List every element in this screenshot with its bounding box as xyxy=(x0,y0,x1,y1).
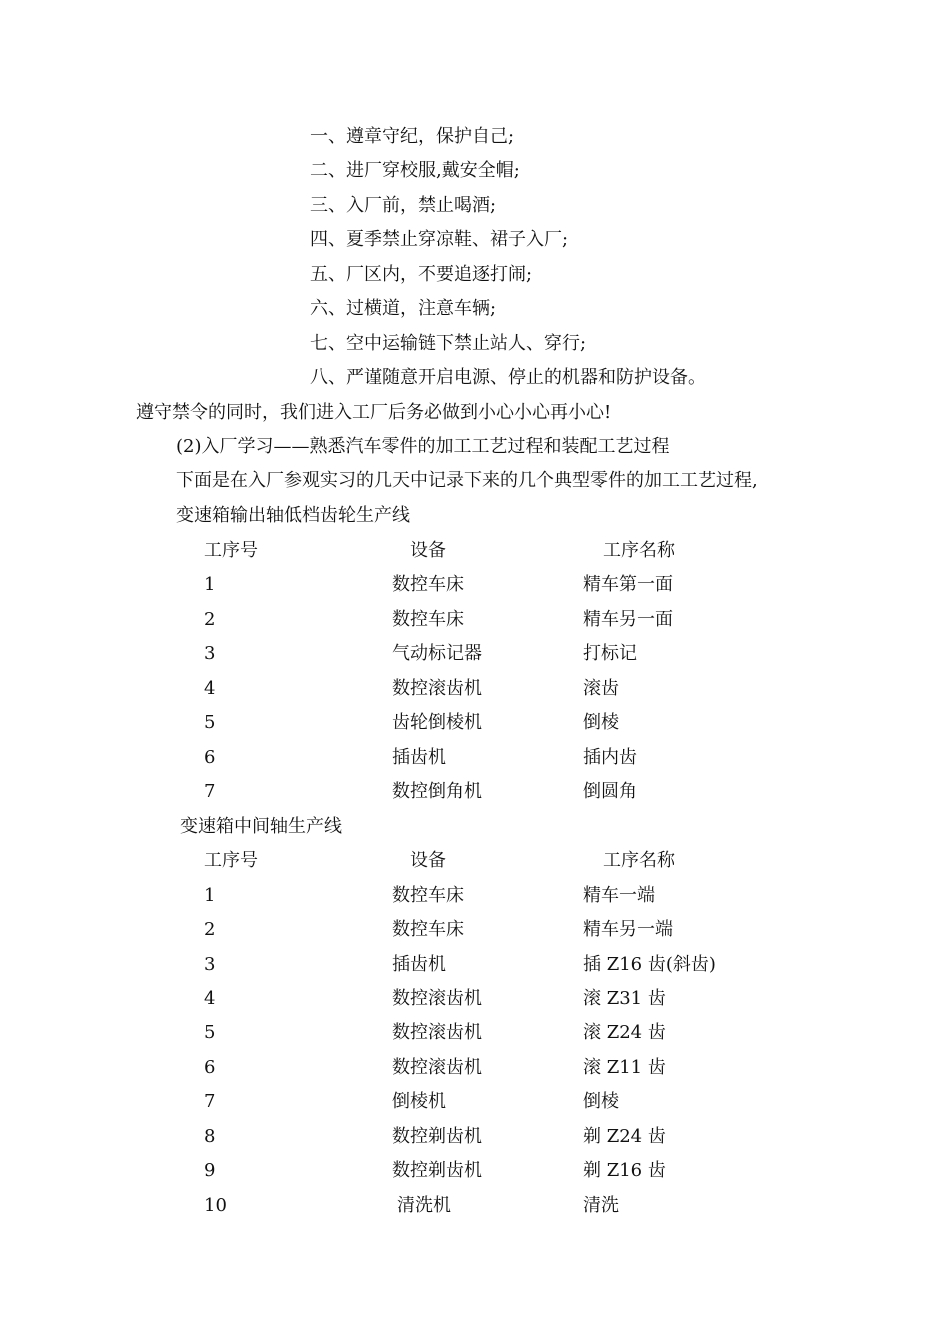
header-equipment: 设备 xyxy=(410,540,446,561)
equipment: 数控滚齿机 xyxy=(392,988,482,1009)
step-number: 7 xyxy=(204,781,216,802)
equipment: 数控车床 xyxy=(392,574,464,595)
header-step-number: 工序号 xyxy=(204,540,258,561)
equipment: 数控滚齿机 xyxy=(392,1057,482,1078)
step-number: 5 xyxy=(204,1022,216,1043)
table-title: 变速箱中间轴生产线 xyxy=(180,816,342,837)
step-number: 6 xyxy=(204,747,216,768)
equipment: 数控滚齿机 xyxy=(392,678,482,699)
step-name: 精车一端 xyxy=(583,885,655,906)
step-name: 滚 Z24 齿 xyxy=(583,1022,666,1043)
equipment: 气动标记器 xyxy=(392,643,482,664)
step-number: 4 xyxy=(204,678,216,699)
header-step-name: 工序名称 xyxy=(603,540,675,561)
rule-item: 八、严谨随意开启电源、停止的机器和防护设备。 xyxy=(310,367,706,388)
equipment: 数控倒角机 xyxy=(392,781,482,802)
step-number: 7 xyxy=(204,1091,216,1112)
header-step-number: 工序号 xyxy=(204,850,258,871)
equipment: 数控剃齿机 xyxy=(392,1126,482,1147)
rule-item: 一、遵章守纪，保护自己; xyxy=(310,126,515,147)
equipment: 数控剃齿机 xyxy=(392,1160,482,1181)
step-number: 10 xyxy=(204,1195,227,1216)
step-name: 倒圆角 xyxy=(583,781,637,802)
step-name: 精车另一端 xyxy=(583,919,673,940)
step-number: 1 xyxy=(204,574,216,595)
rule-item: 二、进厂穿校服,戴安全帽; xyxy=(310,160,520,181)
rule-item: 四、夏季禁止穿凉鞋、裙子入厂; xyxy=(310,229,569,250)
step-number: 6 xyxy=(204,1057,216,1078)
equipment: 插齿机 xyxy=(392,747,446,768)
step-number: 8 xyxy=(204,1126,216,1147)
step-name: 插 Z16 齿(斜齿) xyxy=(583,954,716,975)
step-number: 3 xyxy=(204,643,216,664)
step-number: 2 xyxy=(204,919,216,940)
equipment: 数控滚齿机 xyxy=(392,1022,482,1043)
equipment: 数控车床 xyxy=(392,609,464,630)
equipment: 插齿机 xyxy=(392,954,446,975)
step-name: 滚 Z11 齿 xyxy=(583,1057,666,1078)
step-number: 5 xyxy=(204,712,216,733)
header-step-name: 工序名称 xyxy=(603,850,675,871)
equipment: 数控车床 xyxy=(392,919,464,940)
rule-item: 六、过横道，注意车辆; xyxy=(310,298,497,319)
intro-paragraph: 下面是在入厂参观实习的几天中记录下来的几个典型零件的加工工艺过程, xyxy=(176,470,758,491)
step-name: 清洗 xyxy=(583,1195,619,1216)
step-name: 滚 Z31 齿 xyxy=(583,988,666,1009)
equipment: 清洗机 xyxy=(397,1195,451,1216)
summary-paragraph: 遵守禁令的同时，我们进入工厂后务必做到小心小心再小心! xyxy=(136,402,612,423)
step-name: 剃 Z16 齿 xyxy=(583,1160,666,1181)
step-number: 3 xyxy=(204,954,216,975)
rule-item: 七、空中运输链下禁止站人、穿行; xyxy=(310,333,587,354)
step-number: 9 xyxy=(204,1160,216,1181)
table-title: 变速箱输出轴低档齿轮生产线 xyxy=(176,505,410,526)
step-name: 倒棱 xyxy=(583,1091,619,1112)
rule-item: 三、入厂前，禁止喝酒; xyxy=(310,195,497,216)
equipment: 齿轮倒棱机 xyxy=(392,712,482,733)
section-heading: (2)入厂学习——熟悉汽车零件的加工工艺过程和装配工艺过程 xyxy=(176,436,670,457)
equipment: 数控车床 xyxy=(392,885,464,906)
step-name: 插内齿 xyxy=(583,747,637,768)
step-name: 精车第一面 xyxy=(583,574,673,595)
step-name: 剃 Z24 齿 xyxy=(583,1126,666,1147)
step-name: 精车另一面 xyxy=(583,609,673,630)
step-number: 4 xyxy=(204,988,216,1009)
step-number: 2 xyxy=(204,609,216,630)
step-name: 倒棱 xyxy=(583,712,619,733)
step-name: 滚齿 xyxy=(583,678,619,699)
step-name: 打标记 xyxy=(583,643,637,664)
rule-item: 五、厂区内，不要追逐打闹; xyxy=(310,264,533,285)
header-equipment: 设备 xyxy=(410,850,446,871)
step-number: 1 xyxy=(204,885,216,906)
equipment: 倒棱机 xyxy=(392,1091,446,1112)
